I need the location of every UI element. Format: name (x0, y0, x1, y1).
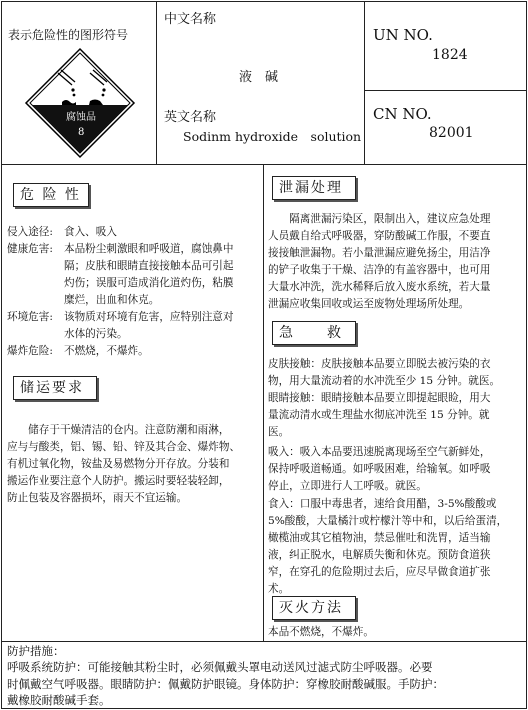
cn-name-label: 中文名称 (164, 12, 217, 27)
corrosive-diamond-icon (24, 47, 136, 159)
ingest-line: 液，纠正脱水，电解质失衡和休克。预防食道狭 (268, 549, 491, 561)
health-line: 本品粉尘刺激眼和呼吸道，腐蚀鼻中 (64, 243, 234, 255)
header-col-divider-2 (364, 1, 365, 165)
diamond-number: 8 (78, 127, 85, 138)
diamond-text: 腐蚀品 (66, 112, 96, 123)
explosion-label: 爆炸危险: (7, 345, 53, 357)
en-name: Sodinm hydroxide solution (183, 129, 362, 144)
inhale-line: 停止，立即进行人工呼吸。就医。 (268, 480, 427, 492)
fire-text: 本品不燃烧，不爆炸。 (268, 626, 374, 638)
right-header-divider (364, 90, 527, 91)
symbol-label: 表示危险性的图形符号 (8, 28, 129, 42)
un-label: UN NO. (373, 26, 433, 44)
body-col-divider (263, 164, 264, 642)
eye-line: 医。 (268, 426, 290, 438)
eye-line: 眼睛接触：眼睛接触本品要立即提起眼睑，用大 (268, 392, 491, 404)
env-label: 环境危害: (7, 311, 53, 323)
inhale-line: 吸入：吸入本品要迅速脱离现场至空气新鲜处， (268, 446, 491, 458)
leak-heading: 泄漏处理 (272, 176, 356, 200)
env-line: 水体的污染。 (64, 328, 128, 340)
cn-no-label: CN NO. (373, 105, 432, 123)
storage-heading: 储运要求 (13, 376, 97, 400)
firstaid-heading: 急 救 (272, 321, 356, 345)
ingest-line: 橄榄油或其它植物油，禁忌催吐和洗胃，适当输 (268, 532, 491, 544)
health-line: 灼伤；误服可造成消化道灼伤，粘膜 (64, 277, 234, 289)
skin-line: 物，用大量流动着的水冲洗至少 15 分钟。就医。 (268, 375, 501, 387)
ingest-line: 食入：口服中毒患者，速给食用醋，3-5%酸酸或 (268, 498, 497, 510)
storage-line: 搬运作业要注意个人防护。搬运时要轻装轻卸， (7, 475, 230, 487)
right-border (526, 1, 527, 709)
un-value: 1824 (432, 47, 468, 63)
protection-top-border (1, 641, 527, 642)
eye-line: 量流动清水或生理盐水彻底冲洗至 15 分钟。就 (268, 409, 490, 421)
route-label: 侵入途径: (7, 226, 53, 238)
header-col-divider-1 (156, 1, 157, 165)
ingest-line: 5%酸酸，大量橘汁或柠檬汁等中和，以后给蛋清， (268, 515, 508, 527)
header-bottom-border (1, 164, 527, 165)
storage-line: 有机过氧化物，铵盐及易燃物分开存放。分装和 (7, 458, 230, 470)
env-line: 该物质对环境有危害，应特别注意对 (64, 311, 234, 323)
ingest-line: 术。 (268, 583, 290, 595)
ingest-line: 窄，在穿孔的危险期过去后，应尽早做食道扩张 (268, 566, 491, 578)
health-line: 糜烂，出血和休克。 (64, 294, 160, 306)
storage-line: 防止包装及容器损坏，雨天不宜运输。 (7, 492, 188, 504)
protection-line: 时佩戴空气呼吸器。眼睛防护：佩戴防护眼镜。身体防护：穿橡胶耐酸碱服。手防护： (7, 677, 444, 691)
leak-line: 的铲子收集于干燥、洁净的有盖容器中，也可用 (268, 264, 491, 276)
cn-name: 液 碱 (239, 70, 279, 85)
explosion-value: 不燃烧，不爆炸。 (64, 345, 149, 357)
hazard-heading: 危 险 性 (13, 183, 89, 207)
leak-line: 泄漏应收集回收或运至废物处理场所处理。 (268, 298, 470, 310)
en-name-label: 英文名称 (164, 110, 217, 125)
leak-line: 隔离泄漏污染区，限制出入，建议应急处理 (268, 213, 491, 225)
leak-line: 人员戴自给式呼吸器，穿防酸碱工作服，不要直 (268, 230, 491, 242)
health-label: 健康危害: (7, 243, 53, 255)
protection-line: 呼吸系统防护：可能接触其粉尘时，必须佩戴头罩电动送风过滤式防尘呼吸器。必要 (7, 660, 433, 674)
left-border (1, 1, 2, 709)
skin-line: 皮肤接触：皮肤接触本品要立即脱去被污染的衣 (268, 358, 491, 370)
protection-heading: 防护措施： (7, 644, 65, 658)
leak-line: 大量水冲洗，洗水稀释后放入废水系统，若大量 (268, 281, 491, 293)
top-border (1, 1, 527, 2)
inhale-line: 保持呼吸道畅通。如呼吸困难，给输氧。如呼吸 (268, 463, 491, 475)
fire-heading: 灭火方法 (272, 596, 356, 620)
leak-line: 接接触泄漏物。若小量泄漏应避免扬尘，用洁净 (268, 247, 491, 259)
storage-line: 储存于干燥清洁的仓内。注意防潮和雨淋， (7, 424, 230, 436)
route-value: 食入、吸入 (64, 226, 117, 238)
cn-no-value: 82001 (429, 125, 474, 141)
protection-line: 戴橡胶耐酸碱手套。 (7, 693, 111, 707)
storage-line: 应与与酸类，铝、锡、铅、锌及其合金、爆炸物、 (7, 441, 241, 453)
health-line: 隔；皮肤和眼睛直接接触本品可引起 (64, 260, 234, 272)
